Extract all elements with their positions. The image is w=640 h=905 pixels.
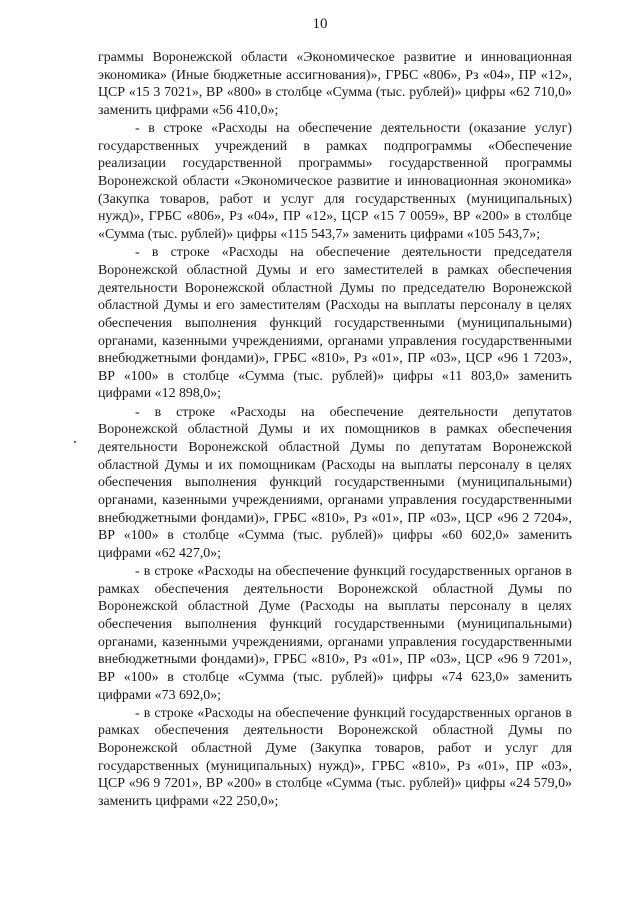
paragraph-amendment: - в строке «Расходы на обеспечение деятельности председателя Воронежской областной Думы и его заместителей в рамках обеспечения деятельности Воронежской областной Думы по председателю Воронежской областной Думы и его заместителям (Расходы на выплаты персоналу в целях обеспечения выполнения функций государственными (муниципальными) органами, казенными учреждениями, органами управления государственными внебюджетными фондами)», ГРБС «810», Рз «01», ПР «03», ЦСР «96 1 7203», ВР «100» в столбце «Сумма (тыс. рублей)» цифры «11 803,0» заменить цифрами «12 898,0»; xyxy=(98,245,572,402)
paragraph-amendment: - в строке «Расходы на обеспечение деятельности депутатов Воронежской областной Думы и их помощников в рамках обеспечения деятельности Воронежской областной Думы по депутатам Воронежской областной Думы и их помощникам (Расходы на выплаты персоналу в целях обеспечения выполнения функций государственными (муниципальными) органами, казенными учреждениями, органами управления государственными внебюджетными фондами)», ГРБС «810», Рз «01», ПР «03», ЦСР «96 2 7204», ВР «100» в столбце «Сумма (тыс. рублей)» цифры «60 602,0» заменить цифрами «62 427,0»; xyxy=(98,404,572,561)
document-body xyxy=(98,49,572,811)
paragraph-amendment: - в строке «Расходы на обеспечение функций государственных органов в рамках обеспечения деятельности Воронежской областной Думы по Воронежской областной Думе (Расходы на выплаты персоналу в целях обеспечения выполнения функций государственными (муниципальными) органами, казенными учреждениями, органами управления государственными внебюджетными фондами)», ГРБС «810», Рз «01», ПР «03», ЦСР «96 9 7201», ВР «100» в столбце «Сумма (тыс. рублей)» цифры «74 623,0» заменить цифрами «73 692,0»; xyxy=(98,564,572,703)
page-number: 10 xyxy=(312,16,328,32)
paragraph-amendment: - в строке «Расходы на обеспечение деятельности (оказание услуг) государственных учреждений в рамках подпрограммы «Обеспечение реализации государственной программы» государственной программы Воронежской области «Экономическое развитие и инновационная экономика» (Закупка товаров, работ и услуг для государственных (муниципальных) нужд)», ГРБС «806», Рз «04», ПР «12», ЦСР «15 7 0059», ВР «200» в столбце «Сумма (тыс. рублей)» цифры «115 543,7» заменить цифрами «105 543,7»; xyxy=(98,121,572,243)
scan-artifact-dot xyxy=(74,441,76,443)
paragraph-amendment: - в строке «Расходы на обеспечение функций государственных органов в рамках обеспечения деятельности Воронежской областной Думы по Воронежской областной Думе (Закупка товаров, работ и услуг для государственных (муниципальных) нужд)», ГРБС «810», Рз «01», ПР «03», ЦСР «96 9 7201», ВР «200» в столбце «Сумма (тыс. рублей)» цифры «24 579,0» заменить цифрами «22 250,0»; xyxy=(98,705,572,810)
paragraph-continuation: граммы Воронежской области «Экономическое развитие и инновационная экономика» (Иные бюджетные ассигнования)», ГРБС «806», Рз «04», ПР «12», ЦСР «15 3 7021», ВР «800» в столбце «Сумма (тыс. рублей)» цифры «62 710,0» заменить цифрами «56 410,0»; xyxy=(98,50,572,118)
